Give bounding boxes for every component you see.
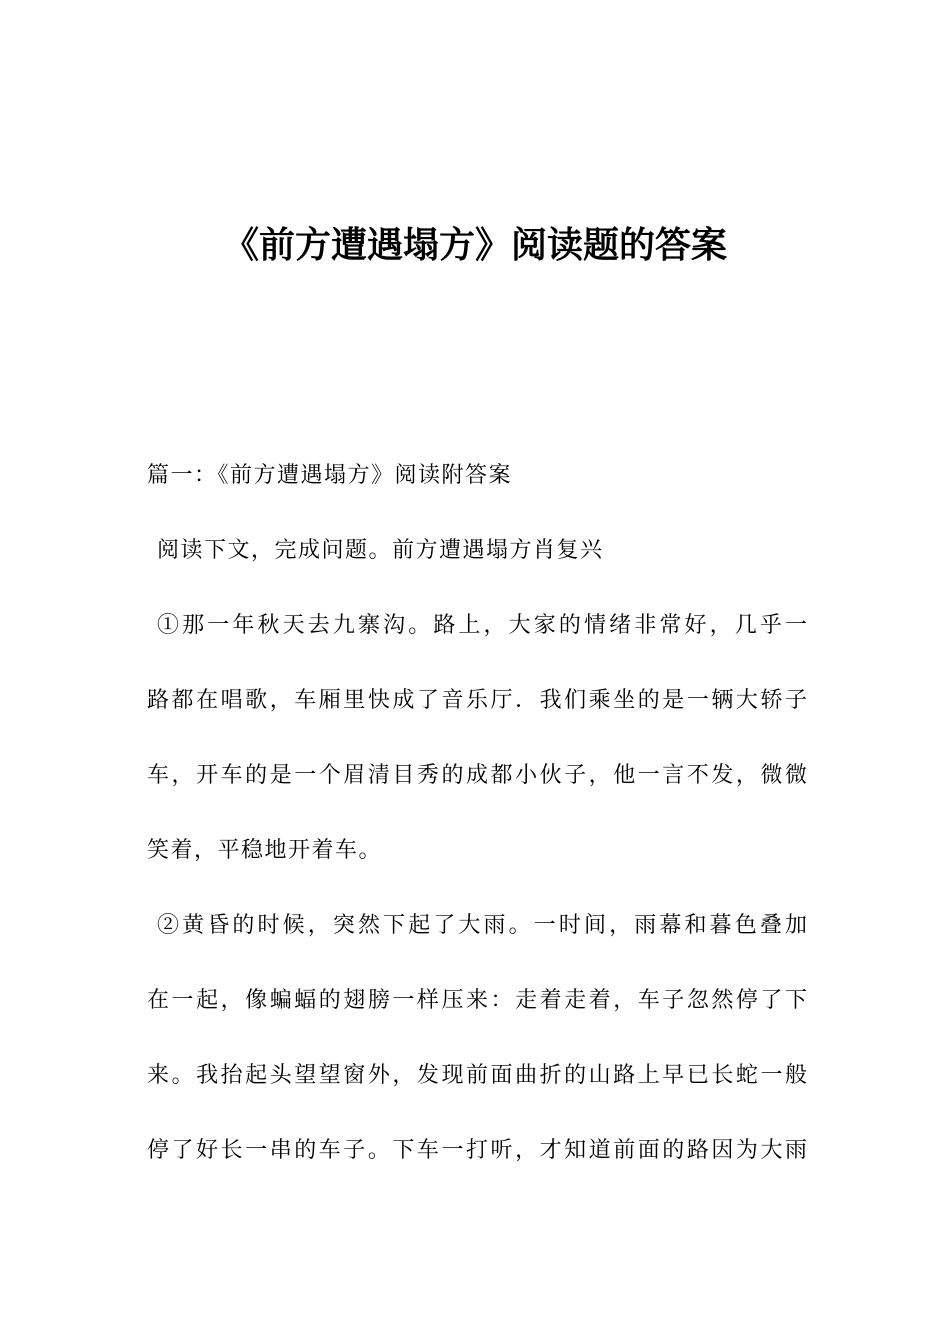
paragraph-line: 车，开车的是一个眉清目秀的成都小伙子，他一言不发，微微 <box>147 763 807 788</box>
paragraph-line: 笑着，平稳地开着车。 <box>147 838 383 863</box>
paragraph-line: 路都在唱歌，车厢里快成了音乐厅．我们乘坐的是一辆大轿子 <box>147 688 807 713</box>
intro-line: 阅读下文，完成问题。前方遭遇塌方肖复兴 <box>157 538 604 563</box>
paragraph-line: 来。我抬起头望望窗外，发现前面曲折的山路上早已长蛇一般 <box>147 1063 807 1088</box>
document-title: 《前方遭遇塌方》阅读题的答案 <box>222 225 727 266</box>
document-body <box>147 457 807 1207</box>
paragraph-line: ①那一年秋天去九寨沟。路上，大家的情绪非常好，几乎一 <box>157 613 807 638</box>
paragraph-line: 在一起，像蝙蝠的翅膀一样压来：走着走着，车子忽然停了下 <box>147 988 807 1013</box>
section-heading: 篇一：《前方遭遇塌方》阅读附答案 <box>147 463 513 488</box>
paragraph-line: ②黄昏的时候，突然下起了大雨。一时间，雨幕和暮色叠加 <box>157 913 807 938</box>
paragraph-line: 停了好长一串的车子。下车一打听，才知道前面的路因为大雨 <box>147 1138 807 1163</box>
